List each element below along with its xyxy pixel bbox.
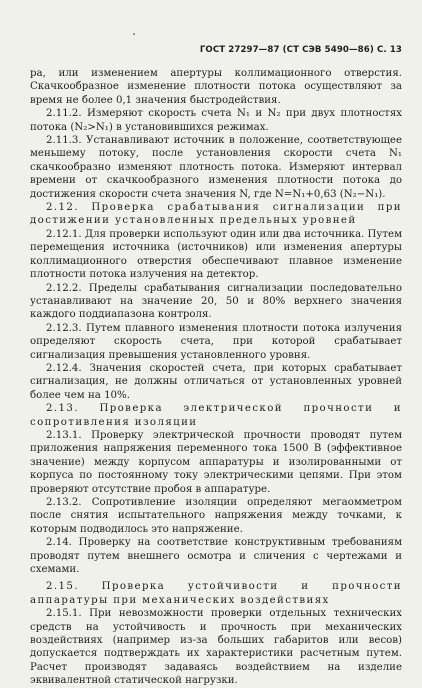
paragraph: 2.13.1. Проверку электрической прочности проводят путем приложения напряжения переменного тока 1500 В (эффективное значение) между корпусом аппаратуры и изолированными от корпуса по постоянному току электрическими цепями. При этом проверяют отсутствие пробоя в аппаратуре. <box>30 429 402 495</box>
paragraph: 2.11.2. Измеряют скорость счета N₁ и N₂ при двух плотностях потока (N₂>N₁) в установившихся режимах. <box>30 108 402 133</box>
page-header: ГОСТ 27297—87 (СТ СЭВ 5490—86) С. 13 <box>199 45 402 55</box>
section-heading: 2.15. Проверка устойчивости и прочности аппаратуры при механических воздействиях <box>30 581 402 606</box>
paragraph: ра, или изменением апертуры коллимационного отверстия. Скачкообразное изменение плотности потока осуществляют за время не более 0,1 значения быстродействия. <box>30 68 402 106</box>
paragraph: 2.14. Проверку на соответствие конструктивным требованиям проводят путем внешнего осмотра и сличения с чертежами и схемами. <box>30 537 402 576</box>
section-heading: 2.12. Проверка срабатывания сигнализации при достижении установленных предельных уровней <box>30 202 402 227</box>
paragraph: 2.15.1. При невозможности проверки отдельных технических средств на устойчивость и прочность при механических воздействиях (например из-за больших габаритов или весов) допускается подтверждать их характеристики расчетным путем. Расчет производят задаваясь воздействием на изделие эквивалентной статической нагрузки. <box>30 608 402 687</box>
scan-speck <box>133 33 135 35</box>
paragraph: 2.12.4. Значения скоростей счета, при которых срабатывает сигнализация, не должны отличаться от установленных уровней более чем на 10%. <box>30 362 402 401</box>
paragraph: 2.12.1. Для проверки используют один или два источника. Путем перемещения источника (источников) или изменения апертуры коллимационного отверстия обеспечивают плавное изменение плотности потока излучения на детектор. <box>30 228 402 281</box>
paragraph: 2.12.2. Пределы срабатывания сигнализации последовательно устанавливают на значение 20, 50 и 80% верхнего значения каждого поддиапазона контроля. <box>30 282 402 321</box>
section-heading: 2.13. Проверка электрической прочности и сопротивления изоляции <box>30 403 402 428</box>
paragraph: 2.13.2. Сопротивление изоляции определяют мегаомметром после снятия испытательного напряжения между точками, к которым подводилось это напряжение. <box>30 497 402 535</box>
paragraph: 2.12.3. Путем плавного изменения плотности потока излучения определяют скорость счета, при которой срабатывает сигнализация превышения установленного уровня. <box>30 322 402 361</box>
document-body <box>30 67 402 688</box>
paragraph: 2.11.3. Устанавливают источник в положение, соответствующее меньшему потоку, после установления скорости счета N₁ скачкообразно изменяют плотность потока. Измеряют интервал времени от скачкообразного изменения плотности потока до достижения скорости счета значения N, где N=N₁+0,63 (N₂−N₁). <box>30 135 402 200</box>
